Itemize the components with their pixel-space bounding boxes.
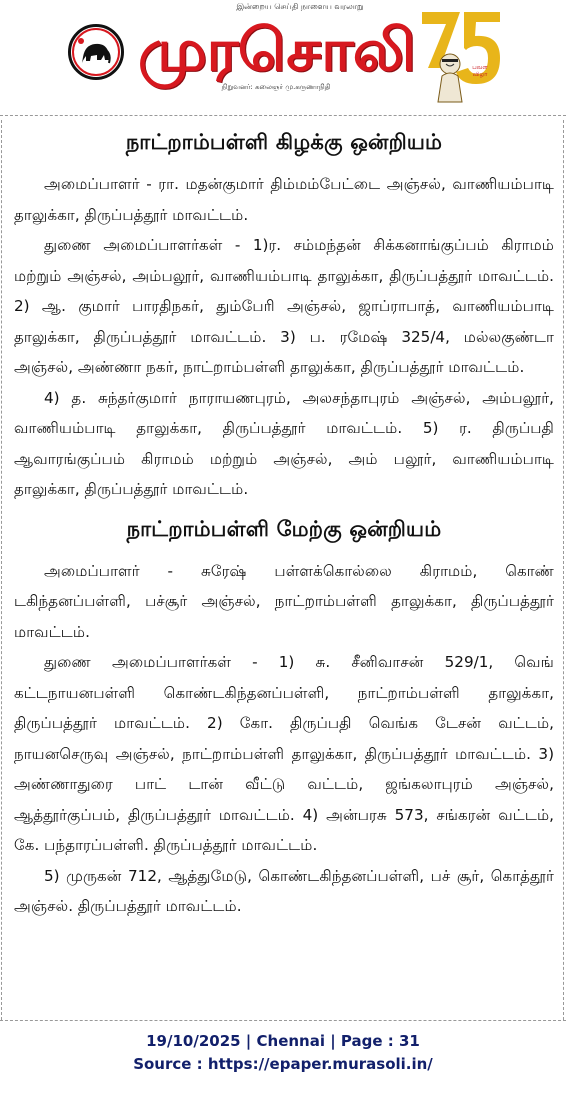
paragraph: 5) முருகன் 712, ஆத்துமேடு, கொண்டகிந்தனப்பள்ளி, பச் சூர், கொத்தூர் அஞ்சல். திருப்பத்தூர் மாவட்டம். [14,866,554,915]
newspaper-logo [128,6,424,106]
right-border [563,120,564,1020]
masthead [0,0,566,112]
anniversary-75-badge-icon [420,6,506,106]
section-heading-east: நாட்றாம்பள்ளி கிழக்கு ஒன்றியம் [125,130,443,154]
elephant-seal-icon [68,24,124,80]
edition-info: 19/10/2025 | Chennai | Page : 31 [146,1032,420,1050]
paragraph: துணை அமைப்பாளர்கள் - 1)ர. சம்மந்தன் சிக்கனாங்குப்பம் கிராமம் மற்றும் அஞ்சல், அம்பலூர், வாணியம்பாடி தாலுக்கா, திருப்பத்தூர் மாவட்டம். 2) ஆ. குமார் பாரதிநகர், தும்பேரி அஞ்சல், ஜாப்ராபாத், வாணியம்பாடி தாலுக்கா, திருப்பத்தூர் மாவட்டம். 3) ப. ரமேஷ் 325/4, மல்லகுண்டா அஞ்சல், அண்ணா நகர், நாட்றாம்பள்ளி தாலுக்கா, திருப்பத்தூர் மாவட்டம். [14,236,554,376]
left-border [1,120,2,1020]
page-footer [0,1030,566,1076]
paragraph: 4) த. சுந்தர்குமார் நாராயணபுரம், அலசந்தாபுரம் அஞ்சல், அம்பலூர், வாணியம்பாடி தாலுக்கா, திருப்பத்தூர் மாவட்டம். 5) ர. திருப்பதி ஆவாரங்குப்பம் கிராமம் மற்றும் அஞ்சல், அம் பலூர், வாணியம்பாடி தாலுக்கா, திருப்பத்தூர் மாவட்டம். [14,388,554,498]
paragraph: துணை அமைப்பாளர்கள் - 1) சு. சீனிவாசன் 529/1, வெங் கட்டநாயனபள்ளி கொண்டகிந்தனப்பள்ளி, நாட்றாம்பள்ளி தாலுக்கா, திருப்பத்தூர் மாவட்டம். 2) கோ. திருப்பதி வெங்க டேசன் வட்டம், நாயனசெருவு அஞ்சல், நாட்றாம்பள்ளி தாலுக்கா, திருப்பத்தூர் மாவட்டம். 3) அண்ணாதுரை பாட் டான் வீட்டு வட்டம், ஜங்கலாபுரம் அஞ்சல், ஆத்தூர்குப்பம், திருப்பத்தூர் மாவட்டம். 4) அன்பரசு 573, சங்கரன் வட்டம், கே. பந்தாரப்பள்ளி. திருப்பத்தூர் மாவட்டம். [14,653,554,854]
tagline: இன்றைய செய்தி நாளைய வரலாறு [236,2,364,11]
top-divider [0,115,566,116]
paragraph: அமைப்பாளர் - சுரேஷ் பள்ளக்கொல்லை கிராமம், கொண் டகிந்தனப்பள்ளி, பச்சூர் அஞ்சல், நாட்றாம்பள்ளி தாலுக்கா, திருப்பத்தூர் மாவட்டம். [14,561,554,641]
paragraph: அமைப்பாளர் - ரா. மதன்குமார் திம்மம்பேட்டை அஞ்சல், வாணியம்பாடி தாலுக்கா, திருப்பத்தூர் மாவட்டம். [14,175,554,224]
section-heading-west: நாட்றாம்பள்ளி மேற்கு ஒன்றியம் [126,516,442,541]
elephant-icon [71,27,121,77]
source-link[interactable]: Source : https://epaper.murasoli.in/ [133,1055,433,1073]
article [14,126,554,922]
anniversary-badge-text: பவள விழா [472,64,488,79]
logo-subtext: நிறுவனர்: கலைஞர் மு.கருணாநிதி [221,82,331,91]
bottom-divider [0,1020,566,1021]
logo-text: முரசொலி [137,15,415,84]
